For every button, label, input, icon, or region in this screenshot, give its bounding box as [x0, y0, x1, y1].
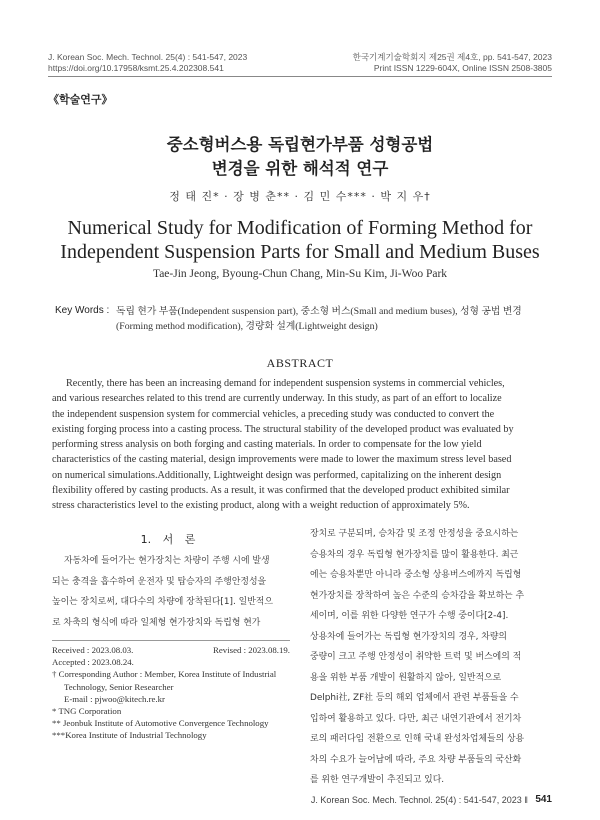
footnote-divider: [52, 640, 290, 641]
abstract-heading: ABSTRACT: [266, 356, 334, 370]
english-title-line1: Numerical Study for Modification of Forming Method for: [67, 217, 533, 239]
revised-date: Revised : 2023.08.19.: [213, 645, 290, 655]
abstract-body: [52, 376, 548, 514]
page-number: 541: [535, 794, 552, 805]
intro-right-line: 현가장치를 장착하여 높은 수준의 승차감을 확보하는 추: [310, 590, 525, 601]
korean-authors: 정 태 진* · 장 병 춘** · 김 민 수*** · 박 지 우†: [169, 190, 431, 203]
abstract-line: stress characteristics level to the existing product, along with a weight reduction of approximately 5%.: [52, 500, 470, 512]
intro-left-line: 자동차에 들어가는 현가장치는 차량이 주행 시에 발생: [64, 556, 270, 566]
abstract-line: on numerical simulations.Additionally, Lightweight design was performed, capitalizing on the inherent design: [52, 469, 502, 481]
affiliation-2: ** Jeonbuk Institute of Automotive Convergence Technology: [52, 718, 269, 729]
intro-right-column: [310, 524, 550, 791]
footer-citation: J. Korean Soc. Mech. Technol. 25(4) : 541-547, 2023 ‖: [310, 795, 528, 805]
abstract-line: performing stress analysis on both forging and casting materials. In order to compensate for the low yield: [52, 439, 482, 451]
korean-title-line1: 중소형버스용 독립현가부품 성형공법: [166, 135, 434, 154]
intro-right-line: 승용차의 경우 독립형 현가장치를 많이 활용한다. 최근: [310, 549, 519, 560]
intro-left-column: [52, 551, 290, 633]
abstract-line: Recently, there has been an increasing demand for independent suspension systems in commercial vehicles,: [66, 378, 505, 389]
header-issn: Print ISSN 1229-604X, Online ISSN 2508-3805: [373, 63, 552, 73]
english-title-line2: Independent Suspension Parts for Small and Medium Buses: [60, 241, 540, 263]
section-heading-introduction: 1. 서 론: [140, 533, 196, 546]
english-authors: Tae-Jin Jeong, Byoung-Chun Chang, Min-Su Kim, Ji-Woo Park: [152, 268, 448, 280]
intro-right-line: 세이며, 이를 위한 다양한 연구가 수행 중이다[2-4].: [310, 611, 509, 621]
intro-right-line: 입하여 활용하고 있다. 다만, 최근 내연기관에서 전기차: [310, 713, 522, 724]
intro-right-line: 중량이 크고 주행 안정성이 취약한 트럭 및 버스에의 적: [310, 652, 522, 662]
intro-left-line: 높이는 장치로써, 대다수의 차량에 장착된다[1]. 일반적으: [52, 597, 273, 607]
intro-right-line: Delphi社, ZF社 등의 해외 업체에서 관련 부품들을 수: [310, 693, 519, 703]
accepted-date: Accepted : 2023.08.24.: [52, 657, 134, 668]
intro-left-line: 로 차축의 형식에 따라 일체형 현가장치와 독립형 현가: [52, 617, 261, 628]
abstract-line: characteristics of the casting material, design improvements were made to lower the maximum stress level based: [52, 454, 512, 466]
received-date: Received : 2023.08.03.: [52, 645, 134, 655]
corresponding-author-title: Technology, Senior Researcher: [64, 681, 174, 692]
abstract-line: flexibility offered by casting products. As a result, it was confirmed that the developed product exhibited similar: [52, 485, 510, 497]
corresponding-author: † Corresponding Author : Member, Korea Institute of Industrial: [52, 669, 277, 680]
abstract-line: the independent suspension system for commercial vehicles, a preceding study was conducted to convert the: [52, 408, 495, 420]
intro-right-line: 상용차에 들어가는 독립형 현가장치의 경우, 차량의: [310, 631, 507, 642]
footnotes: [52, 644, 292, 742]
intro-left-line: 되는 충격을 흡수하여 운전자 및 탑승자의 주행안정성을: [52, 576, 267, 587]
header-doi-link[interactable]: https://doi.org/10.17958/ksmt.25.4.202308.541: [48, 63, 224, 73]
abstract-line: existing forging process into a casting process. The structural stability of the developed product was evaluated by: [52, 423, 514, 435]
header-korean-citation: 한국기계기술학회지 제25권 제4호, pp. 541-547, 2023: [352, 52, 552, 62]
intro-right-line: 를 위한 연구개발이 추진되고 있다.: [310, 775, 445, 785]
keywords-line2: (Forming method modification), 경량화 설계(Lightweight design): [116, 321, 378, 332]
intro-right-line: 장치로 구분되며, 승차감 및 조정 안정성을 중요시하는: [310, 529, 519, 539]
affiliation-1: * TNG Corporation: [52, 706, 122, 716]
intro-right-line: 로의 패러다임 전환으로 인해 국내 완성차업체들의 상용: [310, 734, 525, 744]
header-divider: [48, 76, 552, 77]
intro-right-line: 에는 승용차뿐만 아니라 중소형 상용버스에까지 독립형: [310, 570, 522, 580]
keywords-line1: 독립 현가 부품(Independent suspension part), 중소형 버스(Small and medium buses), 성형 공법 변경: [116, 306, 522, 317]
article-category: 《학술연구》: [48, 93, 113, 106]
intro-right-line: 차의 수요가 늘어남에 따라, 주요 차량 부품들의 국산화: [310, 754, 522, 765]
keywords-label: Key Words :: [55, 305, 110, 316]
affiliation-3: ***Korea Institute of Industrial Technology: [52, 730, 207, 741]
corresponding-email[interactable]: E-mail : pjwoo@kitech.re.kr: [64, 693, 165, 704]
korean-title-line2: 변경을 위한 해석적 연구: [211, 159, 389, 178]
abstract-line: and various researches related to this trend are currently underway. In this study, as part of an effort to localize: [52, 393, 502, 405]
intro-right-line: 용을 위한 부품 개발이 원활하지 않아, 일반적으로: [310, 672, 502, 683]
header-journal-citation: J. Korean Soc. Mech. Technol. 25(4) : 541-547, 2023: [48, 52, 248, 62]
